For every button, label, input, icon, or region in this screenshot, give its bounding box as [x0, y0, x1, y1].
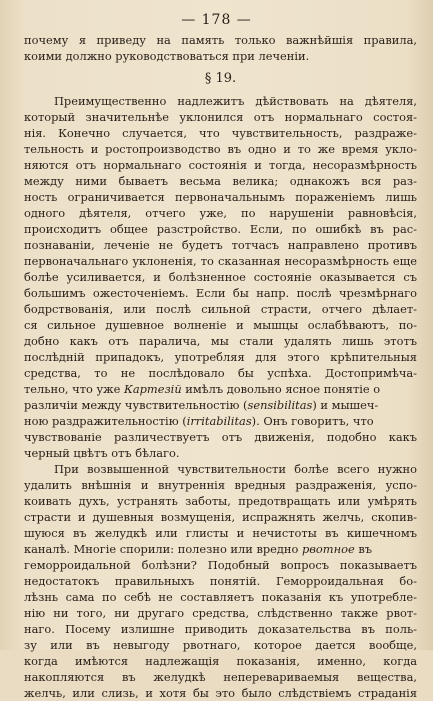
italic-term: irritabilitas	[186, 414, 252, 428]
italic-term: рвотное	[302, 542, 355, 556]
section-heading: § 19.	[204, 71, 237, 86]
text-line	[24, 413, 417, 429]
page-text	[24, 32, 417, 701]
text-line: бодрствованія, или послѣ сильной страсти, отчего дѣлает-	[24, 302, 417, 316]
text-line: лѣзнь сама по себѣ не составляетъ показанія къ употребле-	[24, 590, 417, 604]
italic-term: sensibilitas	[247, 398, 313, 412]
text-line: нія. Конечно случается, что чувствительность, раздраже-	[24, 126, 417, 140]
text-segment: ною раздражительностію (	[24, 414, 187, 428]
text-line: послѣдній припадокъ, употребляя для этого крѣпительныя	[24, 350, 417, 364]
text-line: между ними бываетъ весьма велика; однакожъ вся раз-	[24, 174, 417, 188]
text-line: ность ограничивается первоначальнымъ пораженіемъ лишь	[24, 190, 417, 204]
text-line: зу или въ невыгоду рвотнаго, которое дается вообще,	[24, 638, 417, 652]
text-line	[24, 397, 417, 413]
text-line	[24, 381, 417, 397]
text-line: нію ни того, ни другаго средства, слѣдственно также рвот-	[24, 606, 417, 620]
text-line: няются отъ нормальнаго состоянія и тогда, несоразмѣрность	[24, 158, 417, 172]
text-line: большимъ ожесточеніемъ. Если бы напр. послѣ чрезмѣрнаго	[24, 286, 417, 300]
text-line: накопляются въ желудкѣ неперевариваемыя вещества,	[24, 670, 417, 684]
text-line: первоначальнаго уклоненія, то сказанная несоразмѣрность еще	[24, 254, 417, 268]
text-segment: ) и мышеч-	[312, 398, 379, 412]
text-line: почему я приведу на память только важнѣйшія правила,	[24, 33, 417, 47]
text-line	[24, 541, 417, 557]
text-segment: различіи между чувствительностію (	[24, 398, 248, 412]
text-line: болѣе усиливается, и болѣзненное состояніе оказывается съ	[24, 270, 417, 284]
text-line: коими должно руководствоваться при леченіи.	[24, 49, 310, 63]
text-line: При возвышенной чувствительности болѣе всего нужно	[54, 462, 417, 476]
text-segment: каналѣ. Многіе спорили: полезно или вредно	[24, 542, 303, 556]
text-line: который значительнѣе уклонился отъ нормальнаго состоя-	[24, 110, 417, 124]
text-line: ся сильное душевное волненіе и мышцы ослабѣваютъ, по-	[24, 318, 417, 332]
text-line: страсти и душевныя возмущенія, испражнять желчь, скопив-	[24, 510, 417, 524]
text-line: коивать духъ, устранять заботы, предотвращать или умѣрять	[24, 494, 417, 508]
text-line: наго. Посему излишне приводить доказательства въ поль-	[24, 622, 417, 636]
italic-name: Картезій	[124, 382, 182, 396]
text-line: происходитъ общее разстройство. Если, по ошибкѣ въ рас-	[24, 222, 417, 236]
text-line: средства, то не послѣдовало бы успѣха. Достопримѣча-	[24, 366, 417, 380]
text-line: добно какъ отъ паралича, мы стали удалять лишь этотъ	[24, 334, 417, 348]
text-line: черный цвѣтъ отъ бѣлаго.	[24, 446, 180, 460]
text-segment: въ	[354, 542, 372, 556]
text-line: тельность и ростопроизводство въ одно и то же время укло-	[24, 142, 417, 156]
text-line: познаваніи, леченіе не будетъ тотчасъ направлено противъ	[24, 238, 417, 252]
text-segment: имѣлъ довольно ясное понятіе о	[181, 382, 381, 396]
text-segment: ). Онъ говоритъ, что	[251, 414, 374, 428]
text-line: геморроидальной болѣзни? Подобный вопросъ показываетъ	[24, 558, 417, 572]
text-line: недостатокъ правильныхъ понятій. Геморроидальная бо-	[24, 574, 417, 588]
text-line: шуюся въ желудкѣ или глисты и нечистоты въ кишечномъ	[24, 526, 417, 540]
text-line: желчь, или слизь, и хотя бы это было слѣдствіемъ страданія	[24, 686, 417, 700]
text-line: чувствованіе различествуетъ отъ движенія, подобно какъ	[24, 430, 417, 444]
page-number: — 178 —	[181, 12, 252, 28]
text-line: одного дѣятеля, отчего уже, по нарушеніи равновѣсія,	[24, 206, 417, 220]
text-line: Преимущественно надлежитъ дѣйствовать на дѣятеля,	[54, 94, 417, 108]
text-line: удалить внѣшнія и внутреннія вредныя раздраженія, успо-	[24, 478, 417, 492]
text-line: когда имѣются надлежащія показанія, именно, когда	[24, 654, 417, 668]
text-segment: тельно, что уже	[24, 382, 125, 396]
